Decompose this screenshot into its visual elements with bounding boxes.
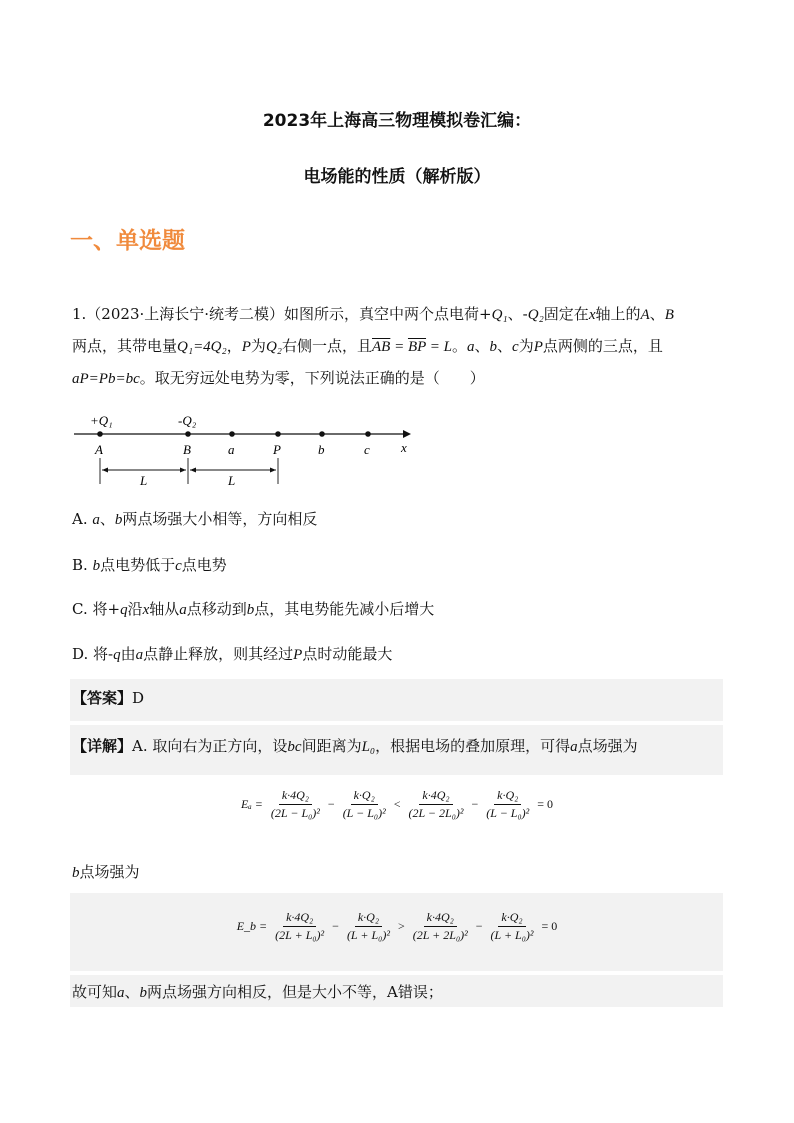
dim-label-L1: L — [140, 473, 148, 488]
point-A — [97, 431, 103, 437]
detail-line: 【详解】A. 取向右为正方向，设bc间距离为L₀，根据电场的叠加原理，可得a点场强为 — [72, 737, 638, 755]
formula-ea: Eₐ = $\frac{\text{k·4Q₂}}{\text{(2L − L₀)²}}$ − $\frac{\text{k·Q₂}}{\text{(L − L₀)²}}$ < $\frac{\text{k·4Q₂}}{\text{(2L − 2L₀)²}}$ − $\frac{\text{k·Q₂}}{\text{(L − L₀)²}}$ = 0 — [240, 788, 554, 820]
label-P: P — [273, 442, 281, 457]
b-field-intro: b点场强为 — [72, 863, 140, 881]
label-q2: -Q₂ — [178, 413, 197, 428]
label-B: B — [183, 442, 191, 457]
label-b: b — [318, 442, 325, 457]
dim-label-L2: L — [228, 473, 236, 488]
section-heading: 一、单选题 — [70, 228, 185, 254]
conclusion-line: 故可知a、b两点场强方向相反，但是大小不等，A错误； — [72, 983, 443, 1001]
label-A: A — [95, 442, 103, 457]
question-line-1: 1.（2023·上海长宁·统考二模）如图所示，真空中两个点电荷+Q₁、-Q₂固定在x轴上的A、B — [72, 305, 674, 323]
point-B — [185, 431, 191, 437]
option-d: D. 将-q由a点静止释放，则其经过P点时动能最大 — [72, 645, 393, 663]
point-b — [319, 431, 325, 437]
question-line-2: 两点，其带电量Q₁=4Q₂，P为Q₂右侧一点，且$\overline{AB} = \overline{BP} = L$。a、b、c为P点两侧的三点，且 — [72, 337, 663, 355]
option-c: C. 将+q沿x轴从a点移动到b点，其电势能先减小后增大 — [72, 600, 435, 618]
label-x: x — [401, 440, 407, 455]
answer-line: 【答案】D — [72, 689, 145, 707]
label-a: a — [228, 442, 235, 457]
point-P — [275, 431, 281, 437]
point-a — [229, 431, 235, 437]
document-title: 2023年上海高三物理模拟卷汇编： — [262, 111, 532, 131]
option-a: A. a、b两点场强大小相等，方向相反 — [72, 510, 318, 528]
label-c: c — [364, 442, 370, 457]
answer-box — [70, 679, 723, 721]
x-axis-arrow — [403, 430, 411, 438]
charge-axis-diagram — [70, 408, 420, 488]
formula-eb: E_b = $\frac{\text{k·4Q₂}}{\text{(2L + L₀)²}}$ − $\frac{\text{k·Q₂}}{\text{(L + L₀)²}}$ > $\frac{\text{k·4Q₂}}{\text{(2L + 2L₀)²}}$ − $\frac{\text{k·Q₂}}{\text{(L + L₀)²}}$ = 0 — [236, 910, 558, 942]
document-subtitle: 电场能的性质（解析版） — [303, 167, 491, 187]
question-line-3: aP=Pb=bc。取无穷远处电势为零，下列说法正确的是（ ） — [72, 369, 485, 387]
label-q1: +Q₁ — [90, 413, 113, 428]
option-b: B. b点电势低于c点电势 — [72, 556, 227, 574]
point-c — [365, 431, 371, 437]
